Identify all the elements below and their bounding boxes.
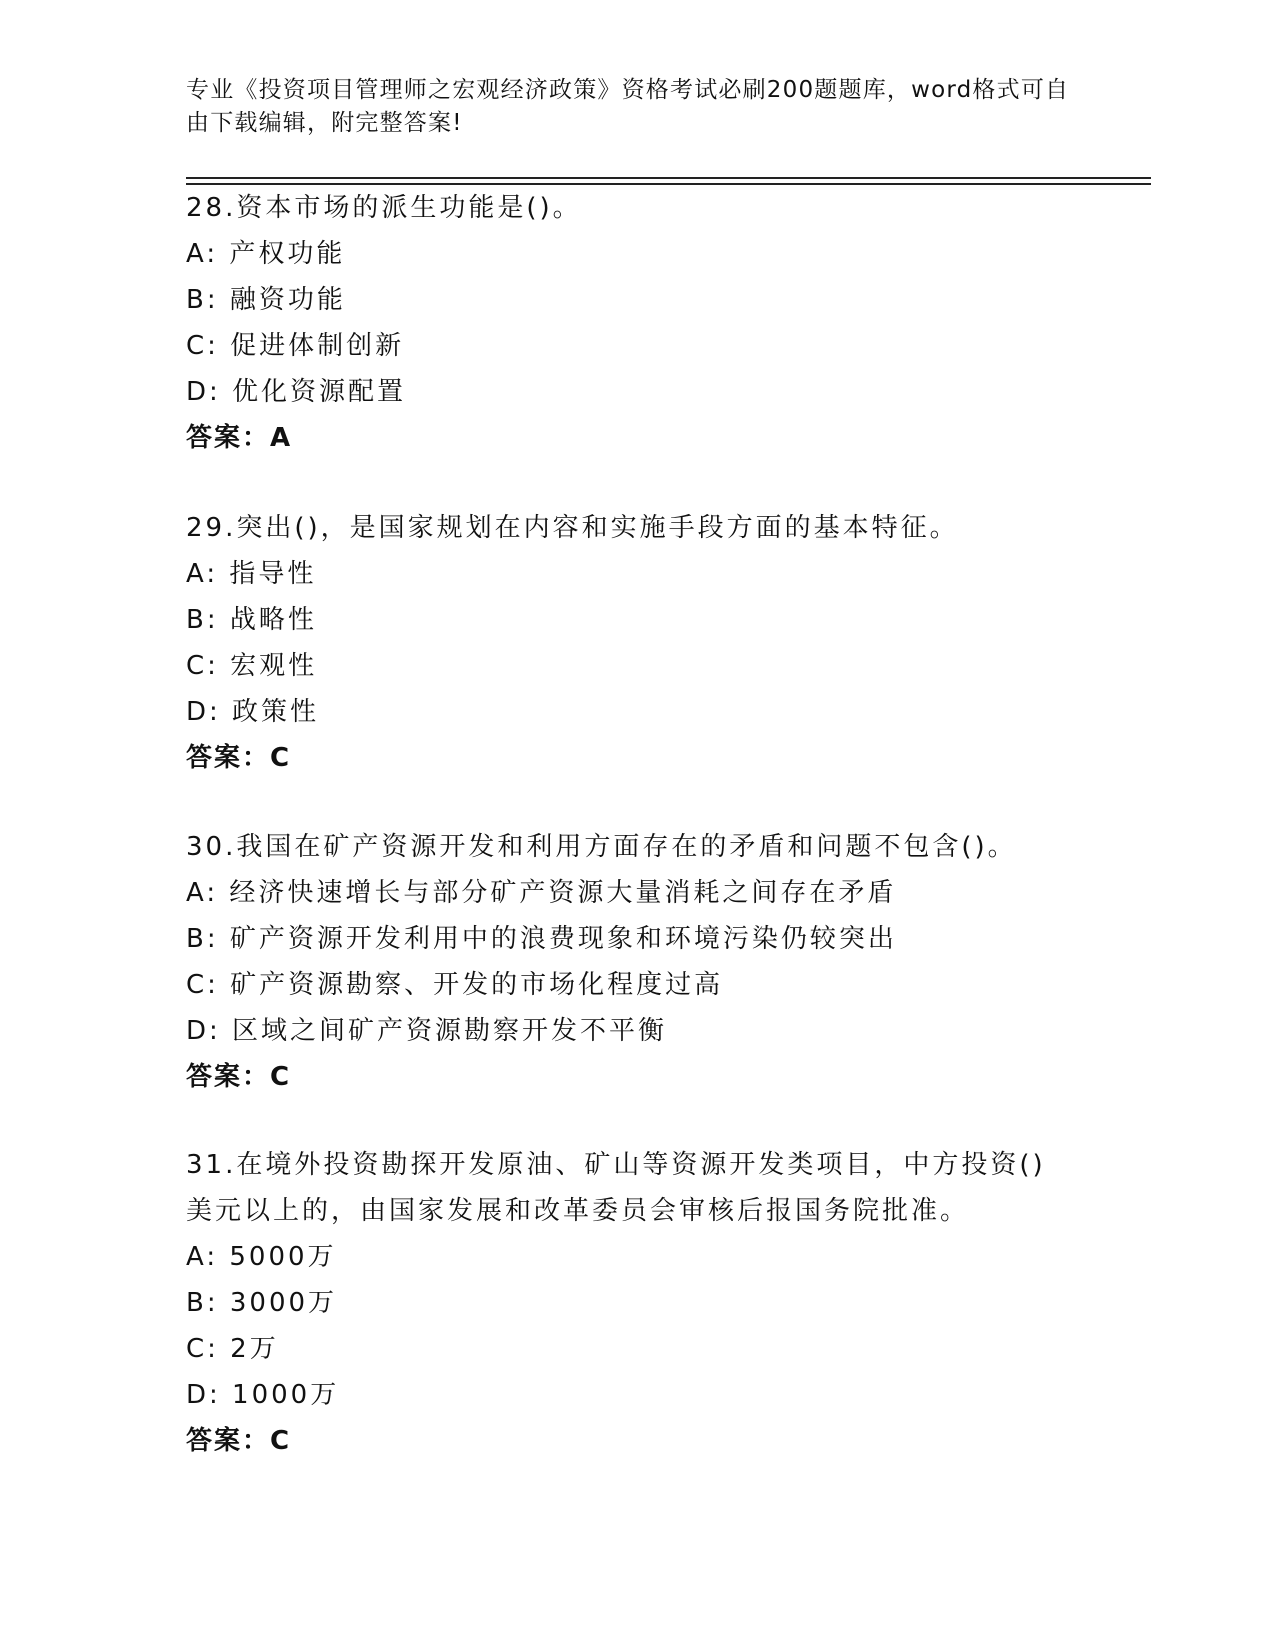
option-c: C: 2万 <box>186 1334 279 1364</box>
option-a: A: 5000万 <box>186 1242 337 1272</box>
option-b: B: 3000万 <box>186 1288 338 1318</box>
answer-line: 答案：C <box>186 1426 292 1456</box>
question-28 <box>186 185 1086 461</box>
option-d: D: 1000万 <box>186 1380 340 1410</box>
question-stem: 29.突出()，是国家规划在内容和实施手段方面的基本特征。 <box>186 513 959 543</box>
option-d: D: 区域之间矿产资源勘察开发不平衡 <box>186 1016 668 1046</box>
question-stem: 31.在境外投资勘探开发原油、矿山等资源开发类项目，中方投资()美元以上的，由国家发展和改革委员会审核后报国务院批准。 <box>186 1150 1046 1226</box>
question-29 <box>186 505 1086 781</box>
option-a: A: 指导性 <box>186 559 317 589</box>
option-b: B: 矿产资源开发利用中的浪费现象和环境污染仍较突出 <box>186 924 897 954</box>
option-a: A: 产权功能 <box>186 239 346 269</box>
option-d: D: 优化资源配置 <box>186 377 407 407</box>
question-stem: 28.资本市场的派生功能是()。 <box>186 193 582 223</box>
answer-line: 答案：A <box>186 423 293 453</box>
option-c: C: 矿产资源勘察、开发的市场化程度过高 <box>186 970 724 1000</box>
answer-line: 答案：C <box>186 743 292 773</box>
option-b: B: 战略性 <box>186 605 317 635</box>
question-30 <box>186 824 1086 1100</box>
document-header-title: 专业《投资项目管理师之宏观经济政策》资格考试必刷200题题库，word格式可自由下载编辑，附完整答案! <box>186 77 1070 136</box>
option-c: C: 促进体制创新 <box>186 331 405 361</box>
option-a: A: 经济快速增长与部分矿产资源大量消耗之间存在矛盾 <box>186 878 897 908</box>
option-c: C: 宏观性 <box>186 651 318 681</box>
question-stem: 30.我国在矿产资源开发和利用方面存在的矛盾和问题不包含()。 <box>186 832 1017 862</box>
option-d: D: 政策性 <box>186 697 320 727</box>
answer-line: 答案：C <box>186 1062 292 1092</box>
header-rule-top <box>186 177 1151 179</box>
question-31 <box>186 1142 1066 1464</box>
option-b: B: 融资功能 <box>186 285 346 315</box>
